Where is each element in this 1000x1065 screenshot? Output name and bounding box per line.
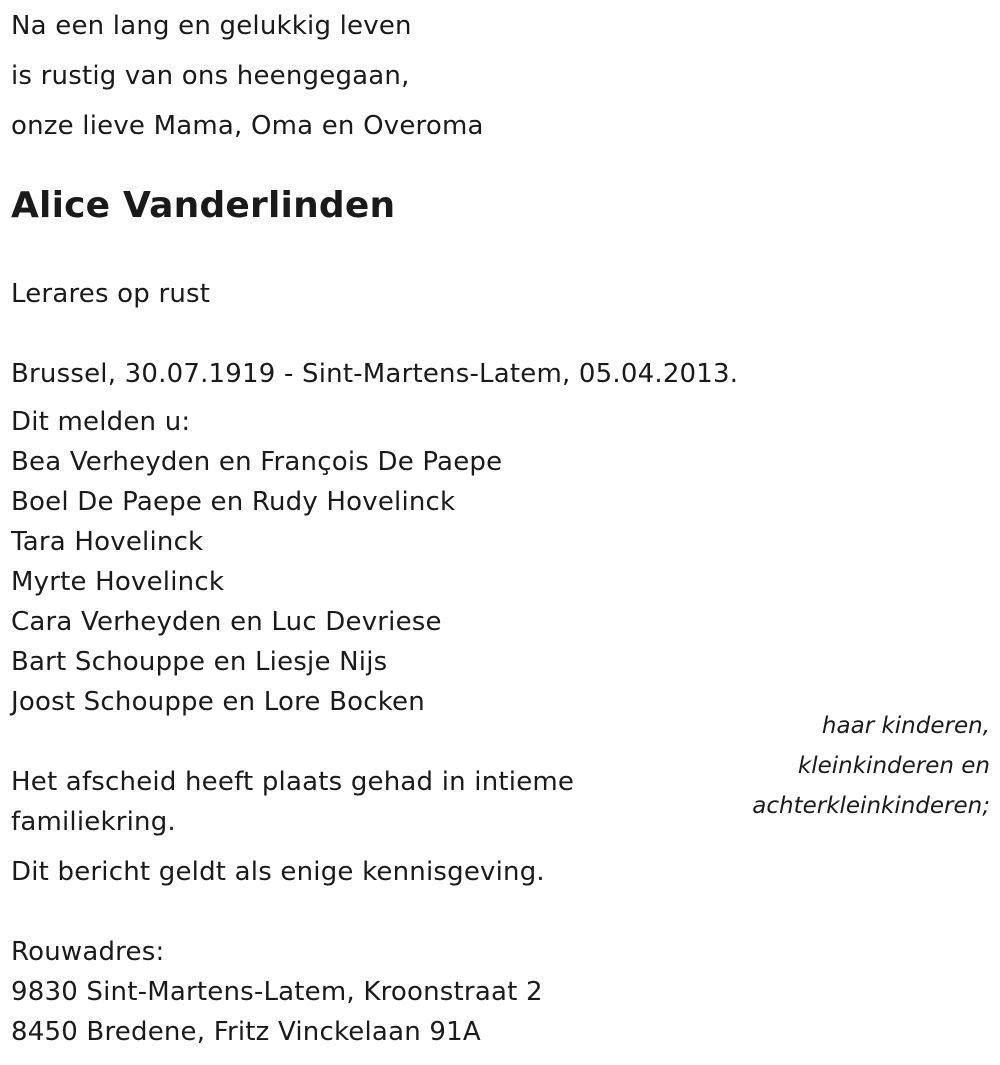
intro-line: Na een lang en gelukkig leven (11, 11, 412, 41)
announcer-name: Myrte Hovelinck (11, 567, 225, 597)
farewell-text: familiekring. (11, 807, 176, 837)
occupation: Lerares op rust (11, 279, 211, 309)
birth-death-dates: Brussel, 30.07.1919 - Sint-Martens-Latem, 05.04.2013. (11, 359, 739, 389)
announcer-name: Joost Schouppe en Lore Bocken (11, 687, 425, 717)
announcer-name: Tara Hovelinck (11, 527, 204, 557)
family-relation: achterkleinkinderen; (752, 793, 990, 819)
announcer-name: Boel De Paepe en Rudy Hovelinck (11, 487, 456, 517)
intro-line: onze lieve Mama, Oma en Overoma (11, 111, 484, 141)
farewell-text: Het afscheid heeft plaats gehad in intieme (11, 767, 575, 797)
family-relation: kleinkinderen en (797, 753, 990, 779)
address-label: Rouwadres: (11, 937, 165, 967)
address-line: 9830 Sint-Martens-Latem, Kroonstraat 2 (11, 977, 543, 1007)
notice-text: Dit bericht geldt als enige kennisgeving. (11, 857, 545, 887)
announcer-name: Bart Schouppe en Liesje Nijs (11, 647, 388, 677)
deceased-name: Alice Vanderlinden (11, 185, 396, 226)
address-line: 8450 Bredene, Fritz Vinckelaan 91A (11, 1017, 481, 1047)
announcer-name: Cara Verheyden en Luc Devriese (11, 607, 442, 637)
family-relation: haar kinderen, (821, 713, 990, 739)
intro-line: is rustig van ons heengegaan, (11, 61, 410, 91)
announcer-name: Bea Verheyden en François De Paepe (11, 447, 503, 477)
announcers-intro: Dit melden u: (11, 407, 191, 437)
